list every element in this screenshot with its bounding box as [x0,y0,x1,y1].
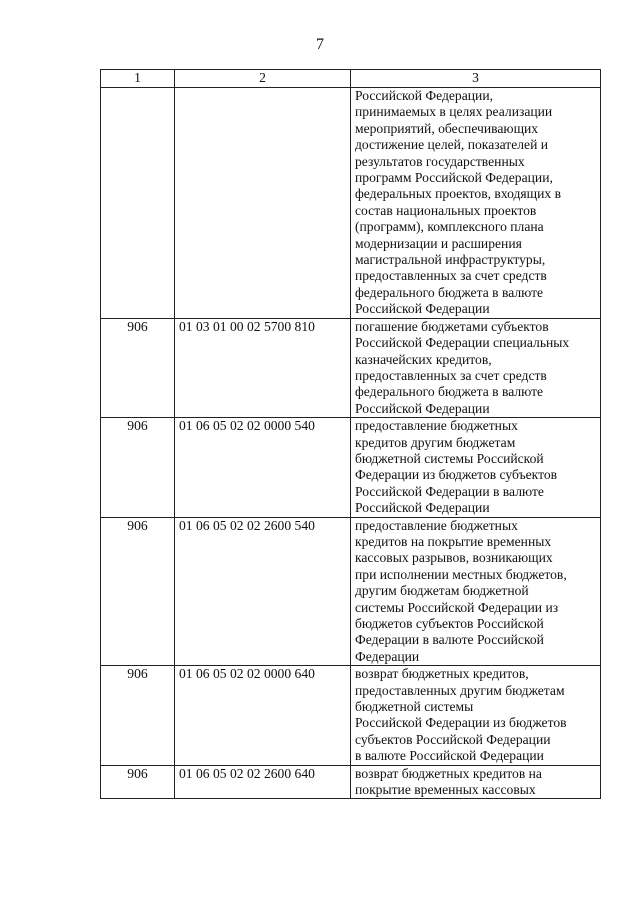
description-line: бюджетной системы Российской [355,450,544,466]
description-line: Федерации из бюджетов субъектов [355,467,558,483]
description-line: предоставление бюджетных [355,418,518,434]
description-line: казначейских кредитов, [355,351,492,367]
admin-code-cell: 906 [101,765,175,799]
description-cell [351,517,601,666]
description-line: погашение бюджетами субъектов [355,318,549,334]
description-line: магистральной инфраструктуры, [355,252,546,268]
description-line: кредитов другим бюджетам [355,434,516,450]
description-line: кассовых разрывов, возникающих [355,550,553,566]
description-line: возврат бюджетных кредитов на [355,765,542,781]
description-line: федерального бюджета в валюте [355,384,544,400]
description-line: предоставленных за счет средств [355,268,547,284]
description-line: Российской Федерации в валюте [355,483,544,499]
admin-code-cell: 906 [101,666,175,765]
description-line: Федерации в валюте Российской [355,632,544,648]
table-row [101,318,601,417]
description-line: бюджетной системы [355,699,474,715]
admin-code-cell: 906 [101,418,175,517]
description-cell [351,88,601,319]
admin-code-cell: 906 [101,517,175,666]
description-line: Российской Федерации специальных [355,335,570,351]
description-cell [351,666,601,765]
classification-code-cell: 01 06 05 02 02 0000 640 [175,666,351,765]
table-row [101,666,601,765]
classification-code-cell [175,88,351,319]
description-line: Федерации [355,648,420,664]
header-col-1: 1 [101,70,175,88]
classification-code-cell: 01 03 01 00 02 5700 810 [175,318,351,417]
admin-code-cell: 906 [101,318,175,417]
header-col-3: 3 [351,70,601,88]
admin-code-cell [101,88,175,319]
description-cell [351,765,601,799]
description-line: кредитов на покрытие временных [355,533,552,549]
page-number: 7 [316,36,324,53]
table-row [101,418,601,517]
description-line: системы Российской Федерации из [355,599,559,615]
description-line: состав национальных проектов [355,202,537,218]
description-line: предоставленных другим бюджетам [355,682,565,698]
table-body [101,88,601,799]
description-line: достижение целей, показателей и [355,137,549,153]
description-line: в валюте Российской Федерации [355,748,544,764]
description-line: модернизации и расширения [355,235,522,251]
description-line: федерального бюджета в валюте [355,284,544,300]
description-line: возврат бюджетных кредитов, [355,666,529,682]
description-line: предоставление бюджетных [355,517,518,533]
description-line: (программ), комплексного плана [355,219,544,235]
description-line: Российской Федерации [355,301,490,317]
budget-classification-table [100,69,601,799]
description-line: Российской Федерации [355,500,490,516]
classification-code-cell: 01 06 05 02 02 0000 540 [175,418,351,517]
description-line: мероприятий, обеспечивающих [355,120,539,136]
description-line: программ Российской Федерации, [355,170,553,186]
table-row [101,765,601,799]
description-line: результатов государственных [355,153,525,169]
description-line: Российской Федерации [355,400,490,416]
header-col-2: 2 [175,70,351,88]
description-line: субъектов Российской Федерации [355,731,551,747]
description-line: покрытие временных кассовых [355,782,536,798]
description-line: Российской Федерации из бюджетов [355,715,567,731]
table-row [101,88,601,319]
description-line: бюджетов субъектов Российской [355,616,544,631]
description-cell [351,418,601,517]
classification-code-cell: 01 06 05 02 02 2600 640 [175,765,351,799]
description-line: принимаемых в целях реализации [355,104,553,120]
description-line: федеральных проектов, входящих в [355,186,562,202]
header-row [101,70,601,88]
table-row [101,517,601,666]
description-line: Российской Федерации, [355,88,493,103]
classification-code-cell: 01 06 05 02 02 2600 540 [175,517,351,666]
description-line: другим бюджетам бюджетной [355,583,529,599]
description-line: при исполнении местных бюджетов, [355,566,567,582]
description-line: предоставленных за счет средств [355,367,547,383]
description-cell [351,318,601,417]
